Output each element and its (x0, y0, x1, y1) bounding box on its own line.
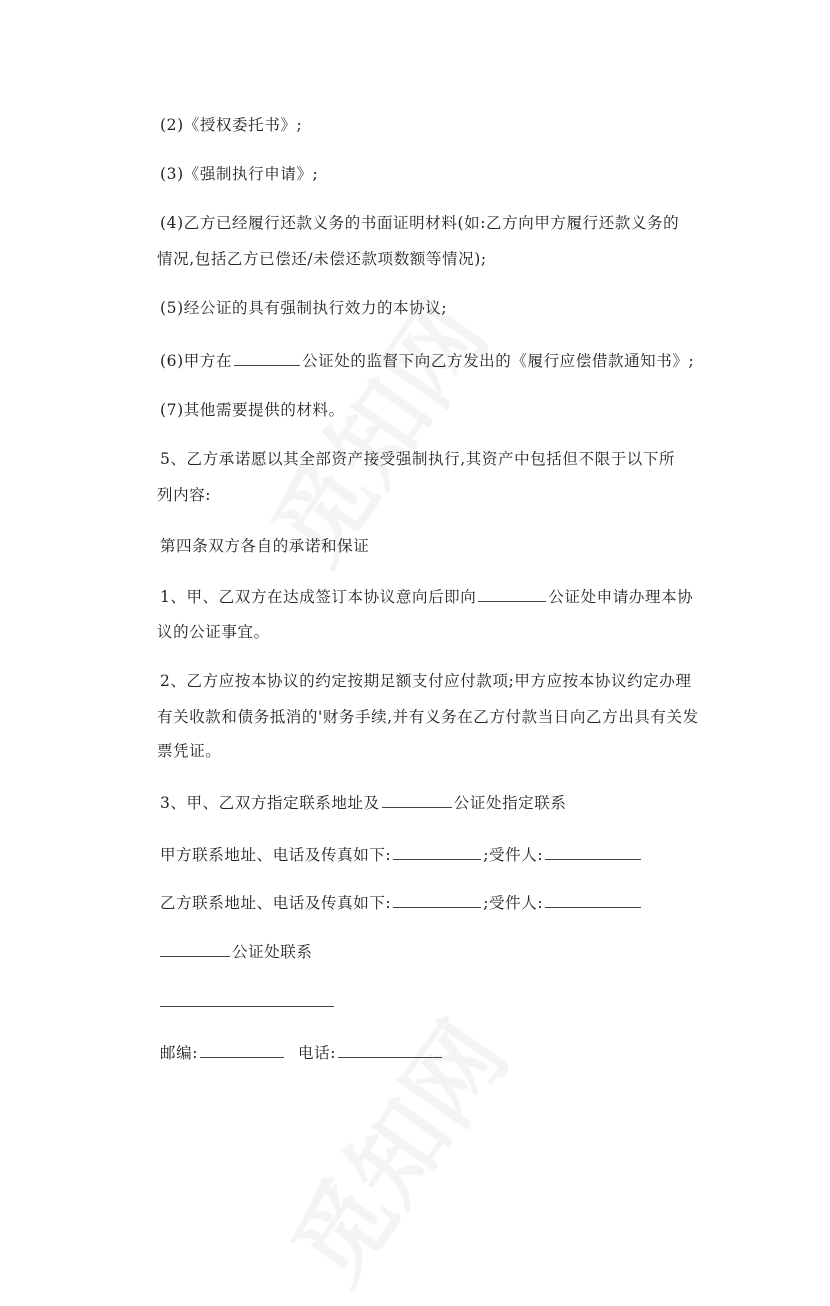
notary-contact-line: 公证处联系 (160, 940, 313, 963)
blank-postcode (200, 1041, 284, 1058)
postcode-phone-line: 邮编: 电话: (160, 1041, 444, 1064)
item-6-line: (6)甲方在 公证处的监督下向乙方发出的《履行应偿借款通知书》; (160, 349, 694, 372)
article-4-clause-1-line-1: 1、甲、乙双方在达成签订本协议意向后即向 公证处申请办理本协 (160, 585, 693, 608)
article-4-clause-2-line-1: 2、乙方应按本协议的约定按期足额支付应付款项;甲方应按本协议约定办理 (160, 672, 692, 690)
clause-5-line-2: 列内容: (157, 486, 212, 504)
article-4-clause-1-line-2: 议的公证事宜。 (157, 623, 270, 641)
party-b-contact-line: 乙方联系地址、电话及传真如下: ;受件人: (160, 891, 643, 914)
blank-notary-1 (234, 349, 300, 366)
article-4-clause-2-line-2: 有关收款和债务抵消的'财务手续,并有义务在乙方付款当日向乙方出具有关发 (157, 708, 699, 726)
blank-party-b-address (393, 891, 481, 908)
blank-party-b-recipient (545, 891, 641, 908)
item-3-line: (3)《强制执行申请》; (160, 165, 319, 183)
blank-notary-3 (382, 791, 452, 808)
blank-party-a-recipient (545, 843, 641, 860)
blank-notary-4 (160, 940, 230, 957)
article-4-clause-3-line: 3、甲、乙双方指定联系地址及 公证处指定联系 (160, 791, 566, 814)
item-7-line: (7)其他需要提供的材料。 (160, 401, 345, 419)
blank-notary-contact-detail (160, 1006, 334, 1007)
item-4-line-2: 情况,包括乙方已偿还/未偿还款项数额等情况); (157, 250, 487, 268)
party-a-contact-line: 甲方联系地址、电话及传真如下: ;受件人: (160, 843, 643, 866)
item-4-line-1: (4)乙方已经履行还款义务的书面证明材料(如:乙方向甲方履行还款义务的 (160, 214, 680, 232)
clause-5-line-1: 5、乙方承诺愿以其全部资产接受强制执行,其资产中包括但不限于以下所 (160, 450, 676, 468)
item-5-line: (5)经公证的具有强制执行效力的本协议; (160, 299, 448, 317)
blank-party-a-address (393, 843, 481, 860)
article-4-heading: 第四条双方各自的承诺和保证 (160, 537, 370, 555)
blank-phone (338, 1041, 442, 1058)
blank-notary-2 (478, 585, 546, 602)
watermark-bottom (255, 991, 532, 1305)
article-4-clause-2-line-3: 票凭证。 (157, 742, 222, 760)
item-2-line: (2)《授权委托书》; (160, 116, 303, 134)
